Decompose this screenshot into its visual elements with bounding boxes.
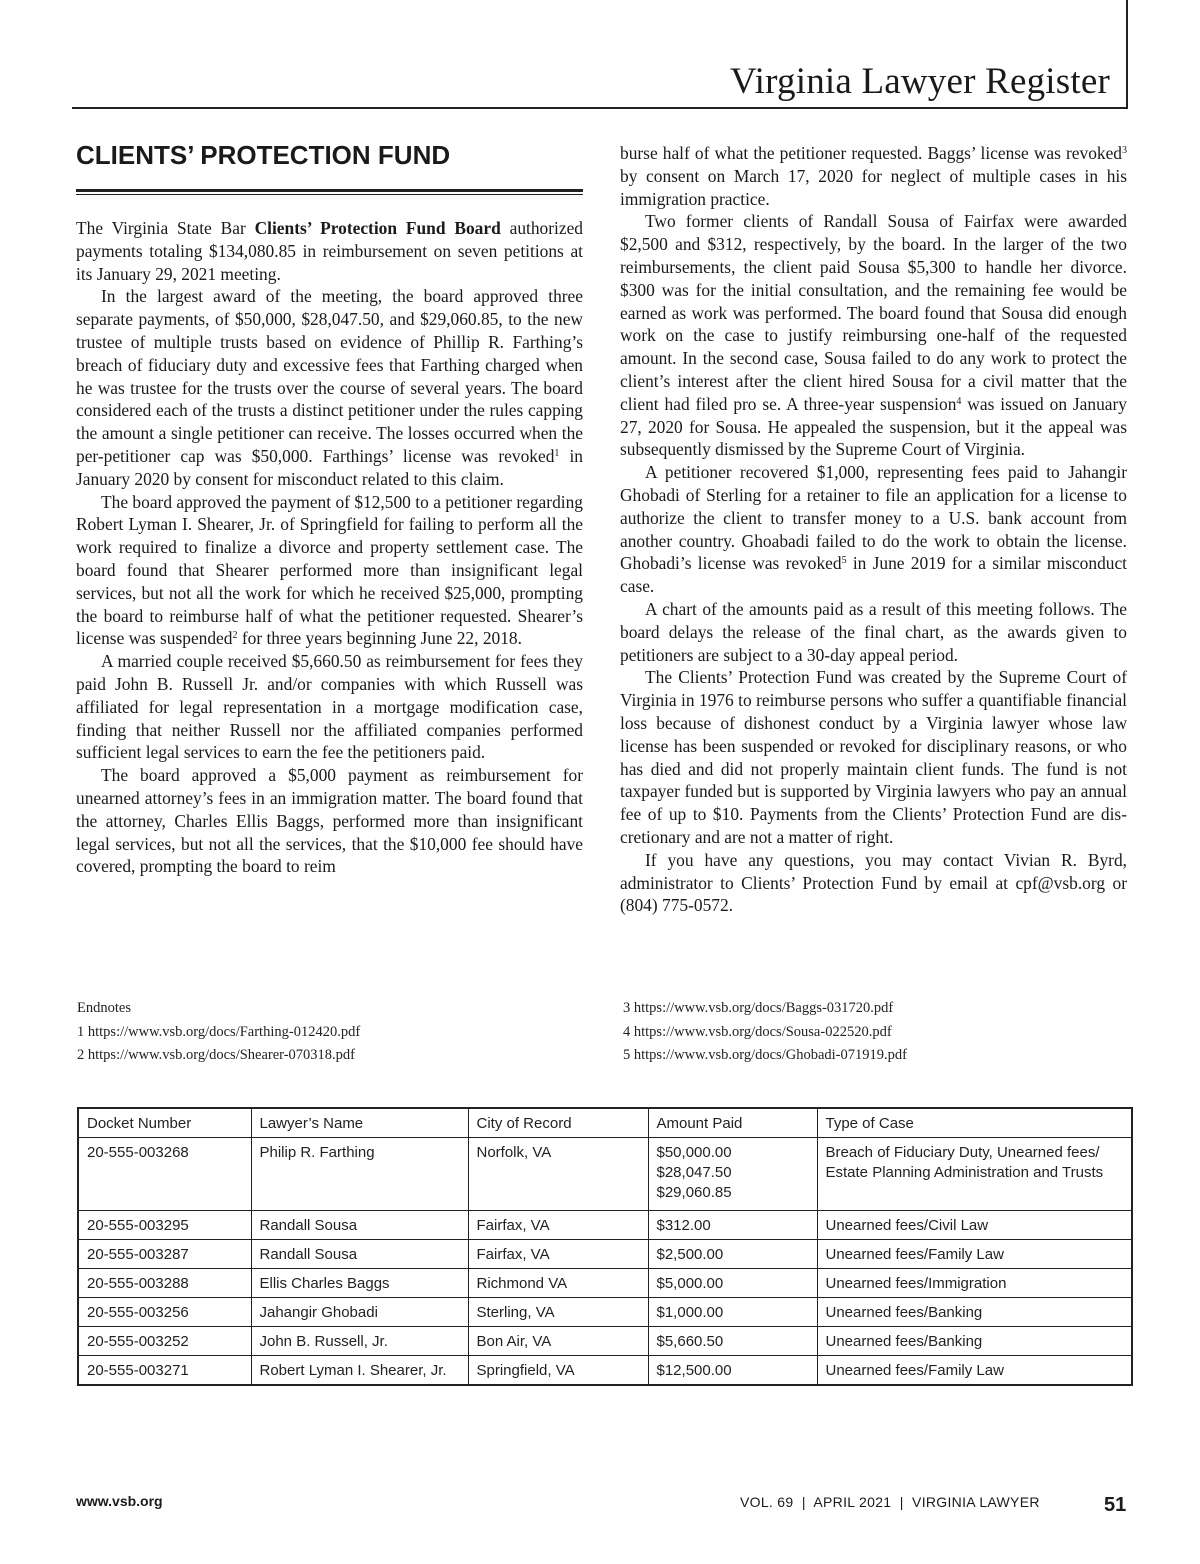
cell-docket-number: 20-555-003288 xyxy=(78,1269,251,1298)
endnote-ref-3: 3 xyxy=(1122,145,1127,156)
endnote-5[interactable]: 5 https://www.vsb.org/docs/Ghobadi-071919.pdf xyxy=(623,1047,907,1063)
footer-issue: VOL. 69 | APRIL 2021 | VIRGINIA LAWYER xyxy=(740,1494,1040,1510)
paragraph-6: Two former clients of Randall Sousa of Fairfax were awarded $2,500 and $312, respectively, by the board. In the larger of the two reimbursements, the client paid Sousa $5,300 to handle her divorce. $300 was for the initial consultation, and the remaining fee would be earned as work was performed. The board found that Sousa did enough work on the case to justify reimbursing one-half of the requested amount. In the second case, Sousa failed to do any work to protect the client’s interest after the client hired Sousa for a civil matter that the client had filed pro se. A three-year suspension$^4$ was issued on January 27, 2020 for Sousa. He appealed the suspension, but it the appeal was subsequently dismissed by the Supreme Court of Virginia. xyxy=(620,211,1127,460)
paragraph-5-continued xyxy=(620,142,1127,210)
paragraph-4: A married couple received $5,660.50 as reimbursement for fees they paid John B. Russell Jr. and/or companies with which Russell was affiliated for legal representation in a mortgage modification case, finding that neither Russell nor the affiliated companies performed sufficient legal services to earn the fee the petitioners paid. xyxy=(76,651,583,763)
endnote-ref-4: 4 xyxy=(956,395,962,407)
endnotes-left xyxy=(77,997,360,1068)
cell-amount-paid: $12,500.00 xyxy=(648,1356,817,1386)
paragraph-9: The Clients’ Protection Fund was created by the Supreme Court of Virginia in 1976 to reimburse persons who suffer a quantifiable financial loss because of dishonest conduct by a Virginia lawyer whose law license has been suspended or revoked for disciplinary reasons, or who has died and did not properly maintain client funds. The fund is not taxpayer funded but is supported by Virginia lawyers who pay an annual fee of up to $10. Payments from the Clients’ Protection Fund are discretionary and are not a matter of right. xyxy=(620,667,1127,847)
endnote-ref-5: 5 xyxy=(841,555,847,567)
header-vertical-rule xyxy=(1126,0,1128,108)
page-number: 51 xyxy=(1104,1494,1127,1516)
cell-type-of-case: Unearned fees/Banking xyxy=(817,1298,1132,1327)
paragraph-5-text-continued: burse half of what the petitioner requested. Baggs’ license was revoked xyxy=(620,143,1122,163)
cell-docket-number: 20-555-003287 xyxy=(78,1240,251,1269)
cell-type-of-case: Breach of Fiduciary Duty, Unearned fees/ Estate Planning Administration and Trusts xyxy=(817,1138,1132,1211)
endnote-ref-2: 2 xyxy=(232,630,238,642)
cell-type-of-case: Unearned fees/Civil Law xyxy=(817,1211,1132,1240)
cell-docket-number: 20-555-003268 xyxy=(78,1138,251,1211)
paragraph-5-text-end: by consent on March 17, 2020 for neglect of multiple cases in his immigration practice. xyxy=(620,165,1127,209)
endnotes-heading: Endnotes xyxy=(77,1000,131,1016)
paragraph-10: If you have any questions, you may contact Vivian R. Byrd, administrator to Clients’ Protection Fund by email at cpf@vsb.org or (804) 775-0572. xyxy=(620,849,1127,916)
cell-city-of-record: Bon Air, VA xyxy=(468,1327,648,1356)
paragraph-2: In the largest award of the meeting, the board approved three separate payments, of $50,000, $28,047.50, and $29,060.85, to the new trustee of multiple trusts based on evidence of Phillip R. Farthing’s breach of fiduciary duty and excessive fees that Farthing charged when he was trustee for the trusts over the course of several years. The board considered each of the trusts a distinct petitioner under the rules capping the amount a single petitioner can receive. The losses occurred when the per-petitioner cap was $50,000. Farthings’ license was revoked$^1$ in January 2020 by consent for misconduct related to this claim. xyxy=(76,286,584,489)
cell-amount-paid: $5,660.50 xyxy=(648,1327,817,1356)
cell-city-of-record: Fairfax, VA xyxy=(468,1240,648,1269)
table-row xyxy=(78,1138,1132,1211)
cell-lawyer-name: Randall Sousa xyxy=(251,1240,468,1269)
title-double-rule xyxy=(76,189,583,196)
cell-type-of-case: Unearned fees/Family Law xyxy=(817,1356,1132,1386)
cell-city-of-record: Sterling, VA xyxy=(468,1298,648,1327)
table-header-row xyxy=(78,1108,1132,1138)
article-column-right xyxy=(620,142,1127,917)
cell-lawyer-name: Robert Lyman I. Shearer, Jr. xyxy=(251,1356,468,1386)
cell-lawyer-name: Philip R. Farthing xyxy=(251,1138,468,1211)
paragraph-1: The Virginia State Bar Clients’ Protection Fund Board authorized payments totaling $134,080.85 in reimbursement on seven petitions at its January 29, 2021 meeting. xyxy=(76,218,583,284)
table-row xyxy=(78,1240,1132,1269)
table-row xyxy=(78,1356,1132,1386)
header-docket-number: Docket Number xyxy=(78,1108,251,1138)
paragraph-5 xyxy=(76,764,583,878)
endnote-4[interactable]: 4 https://www.vsb.org/docs/Sousa-022520.pdf xyxy=(623,1023,892,1040)
endnote-1[interactable]: 1 https://www.vsb.org/docs/Farthing-012420.pdf xyxy=(77,1023,361,1040)
cell-city-of-record: Springfield, VA xyxy=(468,1356,648,1386)
cell-amount-paid: $2,500.00 xyxy=(648,1240,817,1269)
paragraph-8: A chart of the amounts paid as a result of this meeting follows. The board delays the release of the final chart, as the awards given to petitioners are subject to a 30-day appeal period. xyxy=(620,598,1127,665)
article-column-left xyxy=(76,217,583,878)
paragraph-3: The board approved the payment of $12,500 to a petitioner regarding Robert Lyman I. Shearer, Jr. of Springfield for failing to perform all the work required to finalize a divorce and property settlement case. The board found that Shearer performed more than insignificant legal services, but not all the work for which he received $25,000, prompting the board to reimburse half of what the petitioner requested. Shearer’s license was suspended$^2$ for three years beginning June 22, 2018. xyxy=(76,491,583,649)
cell-docket-number: 20-555-003256 xyxy=(78,1298,251,1327)
cell-amount-paid: $50,000.00 $28,047.50 $29,060.85 xyxy=(648,1138,817,1211)
endnotes-right xyxy=(623,997,907,1068)
cell-amount-paid: $312.00 xyxy=(648,1211,817,1240)
article-title: CLIENTS’ PROTECTION FUND xyxy=(76,140,451,170)
publication-title: Virginia Lawyer Register xyxy=(729,61,1110,102)
cell-lawyer-name: Randall Sousa xyxy=(251,1211,468,1240)
cell-amount-paid: $1,000.00 xyxy=(648,1298,817,1327)
table-row xyxy=(78,1211,1132,1240)
table-row xyxy=(78,1327,1132,1356)
endnote-ref-1: 1 xyxy=(554,447,560,459)
endnote-3[interactable]: 3 https://www.vsb.org/docs/Baggs-031720.pdf xyxy=(623,1000,894,1016)
footer-website[interactable]: www.vsb.org xyxy=(76,1493,163,1509)
cell-amount-paid: $5,000.00 xyxy=(648,1269,817,1298)
cell-lawyer-name: Ellis Charles Baggs xyxy=(251,1269,468,1298)
payments-table xyxy=(77,1107,1133,1386)
header-rule xyxy=(72,107,1128,109)
cell-docket-number: 20-555-003252 xyxy=(78,1327,251,1356)
paragraph-5-text: The board approved a $5,000 payment as reimbursement for unearned attorney’s fees in an immigration matter. The board found that the attorney, Charles Ellis Baggs, performed more than insignificant legal services, but not all the services, that the $10,000 fee should have covered, prompting the board to reim xyxy=(76,765,583,877)
cell-docket-number: 20-555-003295 xyxy=(78,1211,251,1240)
header-city-of-record: City of Record xyxy=(468,1108,648,1138)
header-type-of-case: Type of Case xyxy=(817,1108,1132,1138)
cell-lawyer-name: John B. Russell, Jr. xyxy=(251,1327,468,1356)
cell-lawyer-name: Jahangir Ghobadi xyxy=(251,1298,468,1327)
cell-city-of-record: Fairfax, VA xyxy=(468,1211,648,1240)
cell-type-of-case: Unearned fees/Immigration xyxy=(817,1269,1132,1298)
board-name: Clients’ Protection Fund Board xyxy=(254,218,501,238)
endnote-2[interactable]: 2 https://www.vsb.org/docs/Shearer-070318.pdf xyxy=(77,1047,355,1063)
paragraph-7: A petitioner recovered $1,000, representing fees paid to Jahangir Ghobadi of Sterling for a retainer to file an application for a license to authorize the client to transfer money to a U.S. bank account from another country. Ghoabadi failed to do the work to obtain the license. Ghobadi’s license was revoked$^5$ in June 2019 for a similar misconduct case. xyxy=(620,462,1128,597)
cell-type-of-case: Unearned fees/Family Law xyxy=(817,1240,1132,1269)
header-lawyer-name: Lawyer’s Name xyxy=(251,1108,468,1138)
cell-docket-number: 20-555-003271 xyxy=(78,1356,251,1386)
table-row xyxy=(78,1298,1132,1327)
cell-city-of-record: Richmond VA xyxy=(468,1269,648,1298)
table-row xyxy=(78,1269,1132,1298)
cell-type-of-case: Unearned fees/Banking xyxy=(817,1327,1132,1356)
cell-city-of-record: Norfolk, VA xyxy=(468,1138,648,1211)
header-amount-paid: Amount Paid xyxy=(648,1108,817,1138)
